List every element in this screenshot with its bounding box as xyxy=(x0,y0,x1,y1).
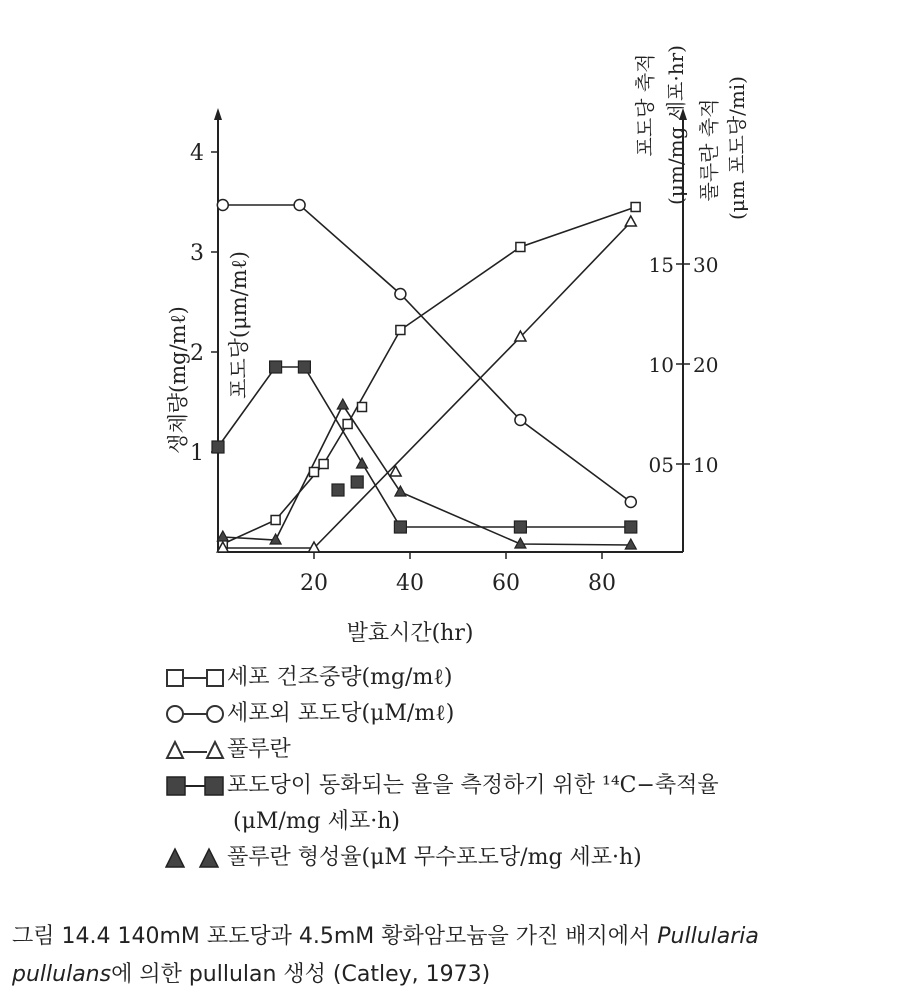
caption-suffix: 에 의한 pullulan 생성 (Catley, 1973) xyxy=(111,962,491,987)
point-c14-rate xyxy=(625,521,637,533)
series-line-pullulan-rate xyxy=(223,405,631,545)
y-right-inner-axis-label-line2: (μm/mg 세포·hr) xyxy=(664,45,688,205)
point-c14-rate xyxy=(212,441,224,453)
point-c14-rate xyxy=(298,361,310,373)
legend-label: 풀루란 xyxy=(227,737,291,762)
open-square-line-icon xyxy=(165,666,227,690)
point-cell-dry-weight xyxy=(271,516,280,525)
point-cell-dry-weight xyxy=(516,243,525,252)
filled-triangle-icon xyxy=(165,846,227,870)
y-right-outer-tick-label: 10 xyxy=(693,453,719,477)
y-right-inner-axis-label-line1: 포도당 축적 xyxy=(633,53,657,157)
caption-species-genus: Pullularia xyxy=(657,924,759,949)
y-left-outer-axis-label: 생체량(mg/mℓ) xyxy=(166,306,190,454)
y-right-inner-tick-label: 10 xyxy=(648,353,674,377)
point-pullulan-rate xyxy=(357,458,368,468)
legend-label: 세포외 포도당(μM/mℓ) xyxy=(227,701,455,726)
legend-item-c14-rate-units xyxy=(165,804,719,840)
point-cell-dry-weight xyxy=(343,420,352,429)
y-left-tick-label: 1 xyxy=(190,441,204,466)
x-tick-label: 60 xyxy=(492,571,520,596)
x-tick-label: 80 xyxy=(588,571,616,596)
point-pullulan-rate xyxy=(625,539,636,549)
figure-caption xyxy=(12,918,892,994)
legend-sublabel: (μM/mg 세포·h) xyxy=(233,809,401,834)
legend-item-c14-rate xyxy=(165,768,719,804)
y-left-tick-label: 3 xyxy=(190,241,204,266)
y-right-outer-axis-label-line2: (μm 포도당/mi) xyxy=(725,76,749,220)
point-extracellular-glucose xyxy=(395,289,406,300)
legend-item-pullulan-rate xyxy=(165,840,719,876)
y-axis-left-arrow-icon xyxy=(214,108,222,120)
x-tick-label: 20 xyxy=(300,571,328,596)
y-right-inner-tick-label: 15 xyxy=(648,253,674,277)
point-c14-rate xyxy=(270,361,282,373)
y-left-inner-axis-label: 포도당(μm/mℓ) xyxy=(227,251,251,399)
point-cell-dry-weight xyxy=(358,403,367,412)
series-line-pullulan xyxy=(223,222,631,548)
point-cell-dry-weight xyxy=(319,460,328,469)
y-right-inner-tick-label: 05 xyxy=(648,453,674,477)
open-circle-line-icon xyxy=(165,702,227,726)
point-c14-rate xyxy=(394,521,406,533)
legend-item-cell-dry-weight xyxy=(165,660,719,696)
point-cell-dry-weight xyxy=(631,203,640,212)
legend-item-extracellular-glucose xyxy=(165,696,719,732)
point-extracellular-glucose xyxy=(217,200,228,211)
open-triangle-line-icon xyxy=(165,738,227,762)
y-left-tick-label: 2 xyxy=(190,341,204,366)
legend-item-pullulan xyxy=(165,732,719,768)
point-extracellular-glucose xyxy=(625,497,636,508)
legend-label: 포도당이 동화되는 율을 측정하기 위한 ¹⁴C−축적율 xyxy=(227,773,719,798)
x-axis-label: 발효시간(hr) xyxy=(346,621,474,646)
y-right-outer-axis-label-line1: 풀루란 축적 xyxy=(697,98,721,202)
legend xyxy=(165,660,719,876)
x-tick-label: 40 xyxy=(396,571,424,596)
caption-species-epithet: pullulans xyxy=(12,962,112,987)
series-line-cell-dry-weight xyxy=(223,207,636,544)
y-right-outer-tick-label: 20 xyxy=(693,353,719,377)
point-c14-rate xyxy=(332,484,344,496)
point-c14-rate xyxy=(351,476,363,488)
y-right-outer-tick-label: 30 xyxy=(693,253,719,277)
point-extracellular-glucose xyxy=(515,415,526,426)
point-cell-dry-weight xyxy=(310,468,319,477)
point-cell-dry-weight xyxy=(396,326,405,335)
point-pullulan-rate xyxy=(337,399,348,409)
point-c14-rate xyxy=(514,521,526,533)
caption-prefix: 그림 14.4 140mM 포도당과 4.5mM 황화암모늄을 가진 배지에서 xyxy=(12,924,658,949)
y-left-tick-label: 4 xyxy=(190,141,204,166)
point-pullulan xyxy=(625,216,636,226)
legend-label: 풀루란 형성율(μM 무수포도당/mg 세포·h) xyxy=(227,845,642,870)
series-line-extracellular-glucose xyxy=(223,205,631,502)
legend-label: 세포 건조중량(mg/mℓ) xyxy=(227,665,453,690)
point-extracellular-glucose xyxy=(294,200,305,211)
filled-square-line-icon xyxy=(165,774,227,798)
